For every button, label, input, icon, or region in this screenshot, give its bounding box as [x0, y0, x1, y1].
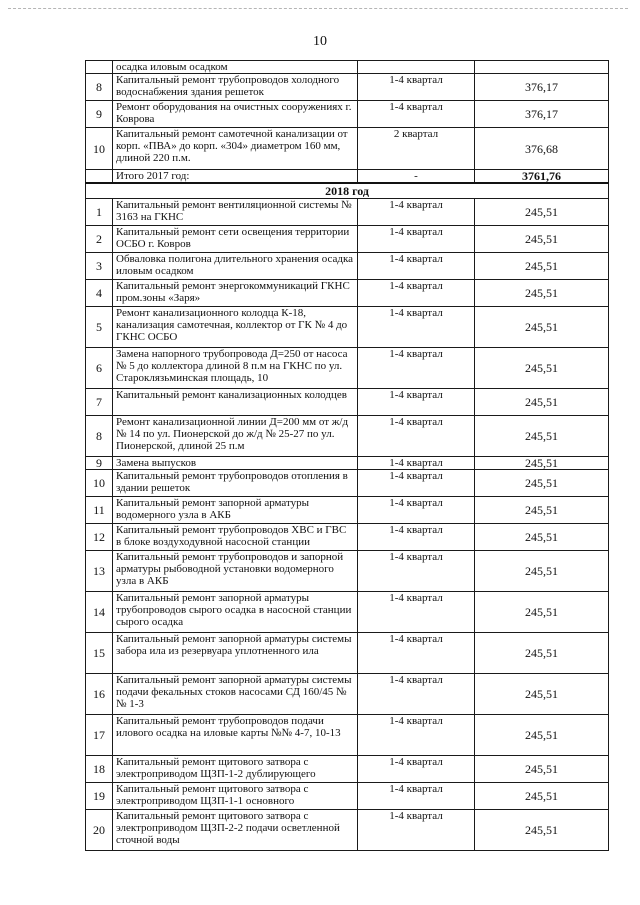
cell-cost	[475, 61, 609, 74]
works-table	[85, 60, 609, 851]
cell-num	[86, 61, 113, 74]
table-row	[86, 416, 609, 457]
cell-cost: 245,51	[475, 348, 609, 389]
cell-term: 1-4 квартал	[358, 457, 475, 470]
cell-num	[86, 170, 113, 184]
cell-num: 10	[86, 128, 113, 170]
table-row	[86, 348, 609, 389]
table-row	[86, 74, 609, 101]
table-row	[86, 61, 609, 74]
cell-cost: 245,51	[475, 307, 609, 348]
cell-num: 13	[86, 551, 113, 592]
table-row	[86, 633, 609, 674]
table-row	[86, 226, 609, 253]
cell-cost: 376,68	[475, 128, 609, 170]
cell-num: 10	[86, 470, 113, 497]
total-term: -	[358, 170, 475, 184]
table-row	[86, 524, 609, 551]
table-row	[86, 128, 609, 170]
cell-num: 9	[86, 457, 113, 470]
cell-term: 1-4 квартал	[358, 674, 475, 715]
cell-term: 1-4 квартал	[358, 199, 475, 226]
cell-cost: 245,51	[475, 633, 609, 674]
table-row	[86, 307, 609, 348]
table-row	[86, 457, 609, 470]
cell-name: Капитальный ремонт запорной арматуры трубопроводов сырого осадка в насосной станции сырого осадка	[113, 592, 358, 633]
cell-term: 1-4 квартал	[358, 470, 475, 497]
cell-term: 1-4 квартал	[358, 810, 475, 851]
cell-name: Замена выпусков	[113, 457, 358, 470]
table-row	[86, 101, 609, 128]
cell-term: 1-4 квартал	[358, 633, 475, 674]
cell-cost: 245,51	[475, 416, 609, 457]
cell-name: Капитальный ремонт вентиляционной системы № 3163 на ГКНС	[113, 199, 358, 226]
cell-name: Ремонт оборудования на очистных сооружениях г. Коврова	[113, 101, 358, 128]
scan-edge-line	[8, 8, 628, 9]
total-row	[86, 170, 609, 184]
cell-cost: 376,17	[475, 74, 609, 101]
cell-cost: 245,51	[475, 226, 609, 253]
cell-cost: 376,17	[475, 101, 609, 128]
cell-cost: 245,51	[475, 592, 609, 633]
cell-term: 2 квартал	[358, 128, 475, 170]
cell-num: 17	[86, 715, 113, 756]
cell-term	[358, 61, 475, 74]
table-row	[86, 470, 609, 497]
cell-num: 2	[86, 226, 113, 253]
cell-cost: 245,51	[475, 457, 609, 470]
cell-name: Капитальный ремонт трубопроводов ХВС и ГВС в блоке воздуходувной насосной станции	[113, 524, 358, 551]
table-row	[86, 715, 609, 756]
cell-num: 7	[86, 389, 113, 416]
cell-term: 1-4 квартал	[358, 348, 475, 389]
cell-term: 1-4 квартал	[358, 592, 475, 633]
cell-name: Капитальный ремонт трубопроводов отопления в здании решеток	[113, 470, 358, 497]
cell-term: 1-4 квартал	[358, 497, 475, 524]
table-row	[86, 783, 609, 810]
table-row	[86, 756, 609, 783]
cell-cost: 245,51	[475, 280, 609, 307]
cell-name: Капитальный ремонт щитового затвора с электроприводом ЩЗП-2-2 подачи осветленной сточной воды	[113, 810, 358, 851]
cell-num: 15	[86, 633, 113, 674]
cell-cost: 245,51	[475, 524, 609, 551]
cell-name: Капитальный ремонт запорной арматуры системы подачи фекальных стоков насосами СД 160/45 №№ 1-3	[113, 674, 358, 715]
table-row	[86, 592, 609, 633]
cell-term: 1-4 квартал	[358, 307, 475, 348]
year-2018-header: 2018 год	[86, 183, 609, 199]
cell-term: 1-4 квартал	[358, 389, 475, 416]
cell-num: 5	[86, 307, 113, 348]
cell-name: Ремонт канализационной линии Д=200 мм от ж/д № 14 по ул. Пионерской до ж/д № 25-27 по ул. Пионерской, длиной 25 п.м	[113, 416, 358, 457]
cell-num: 6	[86, 348, 113, 389]
cell-name: осадка иловым осадком	[113, 61, 358, 74]
page-number: 10	[313, 34, 327, 49]
cell-term: 1-4 квартал	[358, 280, 475, 307]
cell-name: Капитальный ремонт трубопроводов холодного водоснабжения здания решеток	[113, 74, 358, 101]
cell-term: 1-4 квартал	[358, 253, 475, 280]
table-row	[86, 810, 609, 851]
cell-num: 8	[86, 74, 113, 101]
cell-name: Капитальный ремонт сети освещения территории ОСБО г. Ковров	[113, 226, 358, 253]
cell-num: 16	[86, 674, 113, 715]
cell-term: 1-4 квартал	[358, 551, 475, 592]
cell-name: Обваловка полигона длительного хранения осадка иловым осадком	[113, 253, 358, 280]
cell-term: 1-4 квартал	[358, 74, 475, 101]
cell-name: Капитальный ремонт самотечной канализации от корп. «ПВА» до корп. «304» диаметром 160 мм, длиной 220 п.м.	[113, 128, 358, 170]
cell-name: Ремонт канализационного колодца К-18, канализация самотечная, коллектор от ГК № 4 до ГКНС ОСБО	[113, 307, 358, 348]
cell-name: Капитальный ремонт трубопроводов подачи илового осадка на иловые карты №№ 4-7, 10-13	[113, 715, 358, 756]
cell-num: 3	[86, 253, 113, 280]
cell-cost: 245,51	[475, 497, 609, 524]
table-row	[86, 497, 609, 524]
table-row	[86, 674, 609, 715]
table-row	[86, 551, 609, 592]
cell-name: Капитальный ремонт энергокоммуникаций ГКНС пром.зоны «Заря»	[113, 280, 358, 307]
cell-name: Замена напорного трубопровода Д=250 от насоса № 5 до коллектора длиной 8 п.м на ГКНС по ул. Староклязьминская площадь, 10	[113, 348, 358, 389]
cell-name: Капитальный ремонт щитового затвора с электроприводом ЩЗП-1-1 основного	[113, 783, 358, 810]
cell-cost: 245,51	[475, 810, 609, 851]
table-row	[86, 199, 609, 226]
cell-name: Капитальный ремонт запорной арматуры водомерного узла в АКБ	[113, 497, 358, 524]
table-row	[86, 389, 609, 416]
cell-name: Капитальный ремонт щитового затвора с электроприводом ЩЗП-1-2 дублирующего	[113, 756, 358, 783]
cell-term: 1-4 квартал	[358, 715, 475, 756]
cell-num: 11	[86, 497, 113, 524]
cell-num: 20	[86, 810, 113, 851]
cell-num: 18	[86, 756, 113, 783]
cell-cost: 245,51	[475, 389, 609, 416]
cell-term: 1-4 квартал	[358, 756, 475, 783]
cell-term: 1-4 квартал	[358, 524, 475, 551]
year-header-row	[86, 183, 609, 199]
cell-cost: 245,51	[475, 551, 609, 592]
cell-cost: 245,51	[475, 253, 609, 280]
cell-cost: 245,51	[475, 674, 609, 715]
cell-num: 8	[86, 416, 113, 457]
cell-num: 19	[86, 783, 113, 810]
cell-num: 14	[86, 592, 113, 633]
table-row	[86, 253, 609, 280]
cell-cost: 245,51	[475, 783, 609, 810]
cell-name: Капитальный ремонт запорной арматуры системы забора ила из резервуара уплотненного ила	[113, 633, 358, 674]
total-cost: 3761,76	[475, 170, 609, 184]
cell-num: 1	[86, 199, 113, 226]
cell-term: 1-4 квартал	[358, 226, 475, 253]
cell-num: 12	[86, 524, 113, 551]
total-label: Итого 2017 год:	[113, 170, 358, 184]
table-row	[86, 280, 609, 307]
cell-num: 9	[86, 101, 113, 128]
cell-num: 4	[86, 280, 113, 307]
cell-cost: 245,51	[475, 756, 609, 783]
cell-name: Капитальный ремонт трубопроводов и запорной арматуры рыбоводной установки водомерного узла в АКБ	[113, 551, 358, 592]
cell-cost: 245,51	[475, 199, 609, 226]
cell-cost: 245,51	[475, 470, 609, 497]
cell-term: 1-4 квартал	[358, 416, 475, 457]
cell-term: 1-4 квартал	[358, 101, 475, 128]
cell-term: 1-4 квартал	[358, 783, 475, 810]
cell-name: Капитальный ремонт канализационных колодцев	[113, 389, 358, 416]
cell-cost: 245,51	[475, 715, 609, 756]
